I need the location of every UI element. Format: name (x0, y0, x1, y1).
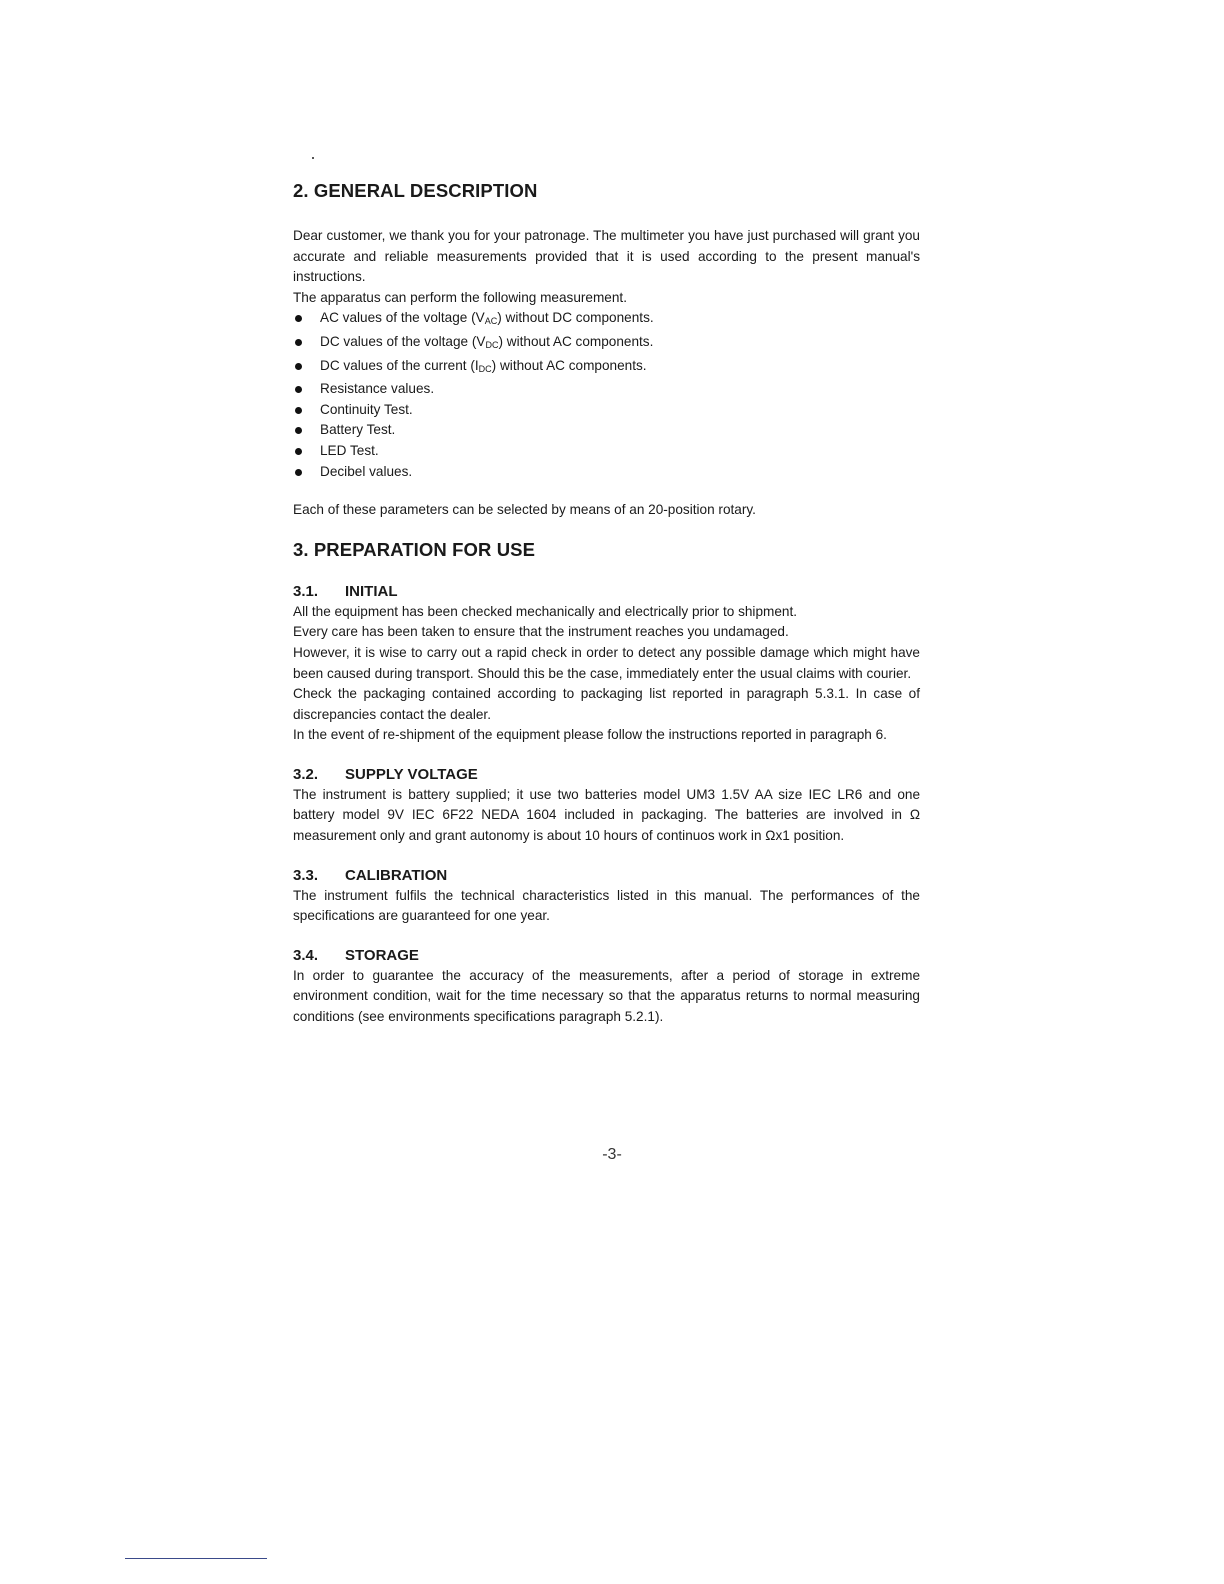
intro-list-lead: The apparatus can perform the following measurement. (293, 289, 627, 305)
bullet-icon (295, 469, 302, 476)
paragraph: Every care has been taken to ensure that the instrument reaches you undamaged. (293, 624, 789, 640)
subsection-heading: 3.4. STORAGE (293, 946, 419, 964)
list-item: AC values of the voltage $(V_{AC})$ without DC components. (293, 308, 920, 332)
subsection-heading: 3.1. INITIAL (293, 582, 398, 600)
bullet-icon (295, 363, 302, 370)
list-item: Battery Test. (293, 420, 920, 441)
subsection-3-2 (293, 766, 920, 847)
document-page (293, 180, 920, 1028)
bullet-icon (295, 427, 302, 434)
bullet-icon (295, 448, 302, 455)
paragraph: However, it is wise to carry out a rapid check in order to detect any possible damage which might have been caused during transport. Should this be the case, immediately enter the usual claims with courier. (293, 644, 920, 681)
subsection-3-1 (293, 583, 920, 746)
subsection-body (293, 602, 920, 746)
subsection-heading: 3.3. CALIBRATION (293, 866, 448, 884)
section-2-title: 2. GENERAL DESCRIPTION (293, 180, 538, 201)
bullet-icon (295, 339, 302, 346)
subsection-body (293, 886, 920, 927)
list-item: Continuity Test. (293, 400, 920, 421)
paragraph: The instrument is battery supplied; it use two batteries model UM3 1.5V AA size IEC LR6 and one battery model 9V IEC 6F22 NEDA 1604 included in packaging. The batteries are involved in Ω measurement only and grant autonomy is about 10 hours of continuos work in Ωx1 position. (293, 786, 920, 844)
intro-paragraph: Dear customer, we thank you for your patronage. The multimeter you have just purchased will grant you accurate and reliable measurements provided that it is used according to the present manual's instructions. (293, 228, 920, 285)
bullet-icon (295, 407, 302, 414)
paragraph: All the equipment has been checked mechanically and electrically prior to shipment. (293, 603, 797, 619)
subsection-body (293, 966, 920, 1028)
subsection-heading: 3.2. SUPPLY VOLTAGE (293, 765, 478, 783)
footer-rule (125, 1558, 267, 1559)
paragraph: In the event of re-shipment of the equipment please follow the instructions reported in paragraph 6. (293, 727, 887, 743)
subsection-3-4 (293, 947, 920, 1028)
subsection-3-3 (293, 867, 920, 927)
paragraph: The instrument fulfils the technical characteristics listed in this manual. The performances of the specifications are guaranteed for one year. (293, 887, 920, 924)
scan-speck (312, 157, 314, 159)
subsection-body (293, 785, 920, 847)
bullet-icon (295, 315, 302, 322)
section-2-closing: Each of these parameters can be selected by means of an 20-position rotary. (293, 502, 756, 518)
bullet-icon (295, 386, 302, 393)
section-3-title: 3. PREPARATION FOR USE (293, 538, 536, 560)
list-item: Resistance values. (293, 379, 920, 400)
list-item: Decibel values. (293, 462, 920, 483)
list-item: DC values of the current $(I_{DC})$ without AC components. (293, 356, 920, 380)
measurement-list (293, 308, 920, 482)
page-number: -3- (602, 1146, 622, 1163)
paragraph: Check the packaging contained according to packaging list reported in paragraph 5.3.1. In case of discrepancies contact the dealer. (293, 686, 920, 722)
list-item: DC values of the voltage $(V_{DC})$ without AC components. (293, 332, 920, 356)
paragraph: In order to guarantee the accuracy of the measurements, after a period of storage in extreme environment condition, wait for the time necessary so that the apparatus returns to normal measuring conditions (see environments specifications paragraph 5.2.1). (293, 967, 920, 1025)
list-item: LED Test. (293, 441, 920, 462)
section-2-body (293, 226, 920, 482)
